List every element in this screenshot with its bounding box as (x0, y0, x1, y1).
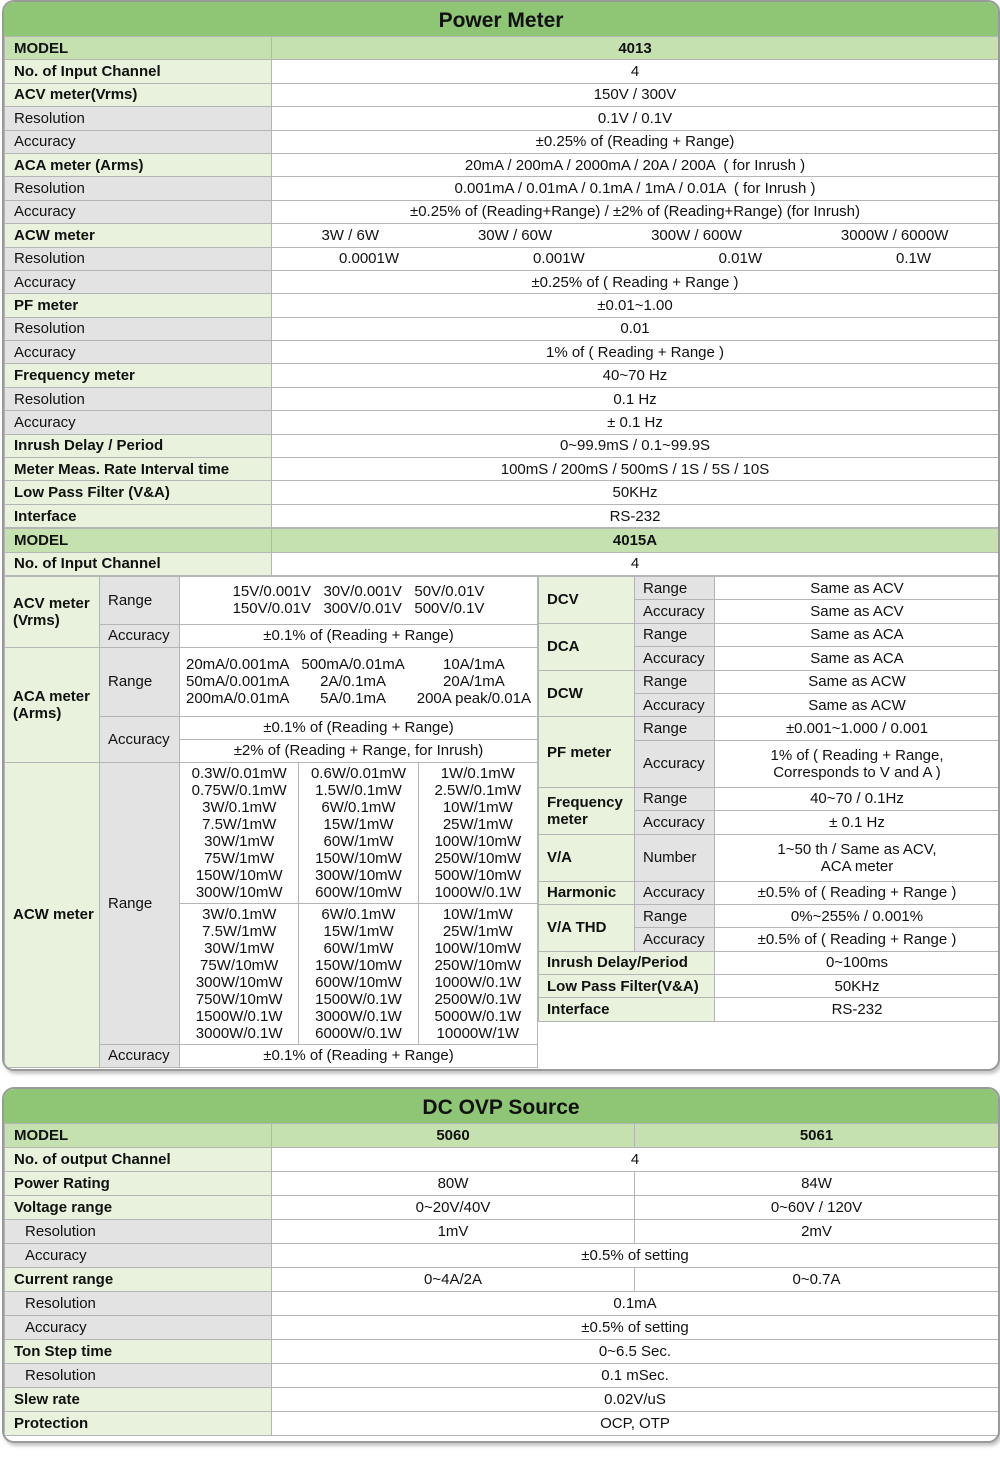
spec-value: 150V / 300V (272, 83, 999, 106)
pf-meter-label: PF meter (539, 717, 635, 787)
acw-range-column (419, 904, 537, 1044)
acv-accuracy-value: ±0.1% of (Reading + Range) (180, 624, 538, 647)
acw-range-item: 6W/0.1mW (321, 798, 396, 816)
acw-range-item: 10000W/1W (436, 1024, 520, 1042)
spec-row (5, 177, 999, 200)
spec-row (5, 411, 999, 434)
aca-meter-label: ACA meter (Arms) (5, 647, 100, 762)
acw-accuracy-value: ±0.1% of (Reading + Range) (180, 1044, 538, 1067)
harmonic-number-value: 1~50 th / Same as ACV, ACA meter (715, 834, 1000, 881)
spec-label: Ton Step time (5, 1340, 272, 1364)
spec-value: RS-232 (272, 504, 999, 527)
spec-label: ACA meter (Arms) (5, 153, 272, 176)
acw-range-label: Range (100, 762, 180, 1044)
spec-value-item: 3W / 6W (321, 226, 379, 244)
spec-label: Resolution (5, 1292, 272, 1316)
spec-row (5, 1340, 999, 1364)
spec-value: 0~6.5 Sec. (272, 1340, 999, 1364)
spec-row (5, 1148, 999, 1172)
spec-label: Resolution (5, 107, 272, 130)
spec-row (5, 504, 999, 527)
spec-label: Resolution (5, 177, 272, 200)
spec-row (5, 1316, 999, 1340)
acw-range-item: 25W/1mW (442, 922, 513, 940)
acw-range-item: 3W/0.1mW (202, 905, 277, 923)
model-number: 4013 (272, 37, 999, 60)
acw-range-item: 1W/0.1mW (440, 764, 515, 782)
spec-row (5, 60, 999, 83)
thd-range-value: 0%~255% / 0.001% (715, 904, 1000, 927)
lpf-value: 50KHz (715, 975, 1000, 998)
power-meter-title: Power Meter (4, 2, 998, 36)
harmonic-accuracy-label: Accuracy (635, 881, 715, 904)
spec-value: ± 0.1 Hz (272, 411, 999, 434)
spec-value-item: 0.01W (718, 250, 763, 268)
spec-label: Voltage range (5, 1196, 272, 1220)
spec-value: 0.001mA / 0.01mA / 0.1mA / 1mA / 0.01A ( for Inrush ) (272, 177, 999, 200)
lpf-label: Low Pass Filter(V&A) (539, 975, 715, 998)
acw-range-item: 300W/10mW (315, 866, 402, 884)
acw-range-top (180, 762, 538, 903)
spec-value-item: 0.0001W (338, 250, 400, 268)
model-number: 5061 (635, 1124, 999, 1148)
acw-range-item: 1000W/0.1W (434, 883, 522, 901)
model-label: MODEL (5, 1124, 272, 1148)
thd-accuracy-label: Accuracy (635, 928, 715, 951)
acw-range-item: 750W/10mW (195, 990, 283, 1008)
spec-row (5, 1220, 999, 1244)
acw-range-item: 250W/10mW (434, 956, 522, 974)
spec-value: 40~70 Hz (272, 364, 999, 387)
spec-row (5, 1292, 999, 1316)
aca-inrush-accuracy-value: ±2% of (Reading + Range, for Inrush) (180, 739, 538, 762)
acw-range-item: 100W/10mW (434, 832, 522, 850)
acw-range-item: 0.75W/0.1mW (191, 781, 287, 799)
spec-value-item: 300W / 600W (651, 226, 742, 244)
spec-label: Accuracy (5, 130, 272, 153)
spec-row (5, 224, 999, 247)
inrush-value: 0~100ms (715, 951, 1000, 974)
spec-value: 0.1mA (272, 1292, 999, 1316)
spec-value: 4 (272, 60, 999, 83)
acv-meter-label: ACV meter (Vrms) (5, 576, 100, 647)
spec-value: ±0.01~1.00 (272, 294, 999, 317)
acw-range-item: 5000W/0.1W (434, 1007, 522, 1025)
acw-range-item: 10W/1mW (442, 905, 513, 923)
acw-range-item: 0.6W/0.01mW (310, 764, 406, 782)
acw-range-item: 150W/10mW (315, 956, 402, 974)
spec-row (5, 1244, 999, 1268)
dcv-range-label: Range (635, 576, 715, 599)
acw-range-item: 75W/1mW (204, 849, 275, 867)
spec-row (5, 387, 999, 410)
spec-label: Protection (5, 1412, 272, 1436)
spec-row (5, 153, 999, 176)
aca-accuracy-label: Accuracy (100, 716, 180, 762)
freq-range-label: Range (635, 787, 715, 810)
spec-value: 0~4A/2A (272, 1268, 635, 1292)
model-label: MODEL (5, 37, 272, 60)
spec-label: Resolution (5, 1364, 272, 1388)
spec-label: Frequency meter (5, 364, 272, 387)
spec-label: Accuracy (5, 411, 272, 434)
acw-range-item: 0.3W/0.01mW (191, 764, 287, 782)
acw-accuracy-label: Accuracy (100, 1044, 180, 1067)
spec-row (5, 364, 999, 387)
spec-label: No. of Input Channel (5, 60, 272, 83)
spec-row (5, 270, 999, 293)
spec-label: Inrush Delay / Period (5, 434, 272, 457)
acw-range-column (299, 904, 418, 1044)
acv-range-values: 15V/0.001V 30V/0.001V 50V/0.01V 150V/0.01V 300V/0.01V 500V/0.1V (180, 576, 538, 624)
spec-label: Meter Meas. Rate Interval time (5, 458, 272, 481)
spec-label: Accuracy (5, 1244, 272, 1268)
aca-range-item: 50mA/0.001mA (185, 673, 290, 691)
spec-value: ±0.25% of ( Reading + Range ) (272, 270, 999, 293)
spec-value-item: 0.1W (896, 250, 932, 268)
acw-range-item: 1500W/0.1W (315, 990, 402, 1008)
spec-value: ±0.5% of setting (272, 1244, 999, 1268)
dca-range-value: Same as ACA (715, 623, 1000, 646)
aca-range-item: 500mA/0.01mA (301, 656, 405, 674)
acw-range-column (180, 904, 299, 1044)
acw-range-item: 75W/10mW (199, 956, 279, 974)
spec-value: 80W (272, 1172, 635, 1196)
acw-range-item: 150W/10mW (195, 866, 283, 884)
acw-range-item: 1500W/0.1W (195, 1007, 283, 1025)
spec-value: ±0.5% of setting (272, 1316, 999, 1340)
dcw-label: DCW (539, 670, 635, 717)
spec-row (5, 1172, 999, 1196)
model-row (5, 37, 999, 60)
acw-range-item: 7.5W/1mW (202, 815, 277, 833)
harmonic-label-top: V/A (539, 834, 635, 881)
spec-row (5, 1412, 999, 1436)
spec-value: 0.02V/uS (272, 1388, 999, 1412)
spec-value: 50KHz (272, 481, 999, 504)
spec-row (5, 1268, 999, 1292)
acw-range-item: 250W/10mW (434, 849, 522, 867)
spec-label: Resolution (5, 247, 272, 270)
spec-label: Accuracy (5, 200, 272, 223)
spec-value: 0~20V/40V (272, 1196, 635, 1220)
4015a-dc-table (538, 576, 1000, 1022)
spec-value: 0.1 Hz (272, 387, 999, 410)
power-meter-panel (2, 0, 1000, 1071)
interface-value: RS-232 (715, 998, 1000, 1021)
spec-label: Low Pass Filter (V&A) (5, 481, 272, 504)
spec-label: No. of output Channel (5, 1148, 272, 1172)
freq-range-value: 40~70 / 0.1Hz (715, 787, 1000, 810)
aca-accuracy-value: ±0.1% of (Reading + Range) (180, 716, 538, 739)
frequency-meter-label: Frequency meter (539, 787, 635, 834)
dcv-label: DCV (539, 576, 635, 623)
acw-range-item: 300W/10mW (195, 973, 283, 991)
spec-row (5, 107, 999, 130)
dcv-range-value: Same as ACV (715, 576, 1000, 599)
pf-range-label: Range (635, 717, 715, 740)
4015a-ac-table (4, 576, 538, 1068)
aca-range-item: 5A/0.1mA (320, 690, 386, 708)
model-number: 5060 (272, 1124, 635, 1148)
aca-range-item: 20A/1mA (443, 673, 505, 691)
dca-accuracy-label: Accuracy (635, 647, 715, 670)
acw-range-item: 6W/0.1mW (321, 905, 396, 923)
acw-range-item: 600W/10mW (315, 973, 402, 991)
spec-value-item: 30W / 60W (477, 226, 553, 244)
acw-range-item: 300W/10mW (195, 883, 283, 901)
spec-row (5, 1388, 999, 1412)
acw-range-item: 60W/1mW (323, 832, 394, 850)
spec-row (5, 1364, 999, 1388)
spec-value-item: 0.001W (533, 250, 585, 268)
spec-row (5, 83, 999, 106)
model-4015a-header (4, 528, 999, 576)
acw-range-item: 3W/0.1mW (202, 798, 277, 816)
spec-label: Slew rate (5, 1388, 272, 1412)
spec-label: ACW meter (5, 224, 272, 247)
acw-range-item: 500W/10mW (434, 866, 522, 884)
acw-range-item: 6000W/0.1W (315, 1024, 402, 1042)
acw-range-item: 600W/10mW (315, 883, 402, 901)
freq-accuracy-label: Accuracy (635, 811, 715, 834)
dc-ovp-title: DC OVP Source (4, 1089, 998, 1123)
spec-row (5, 294, 999, 317)
dca-accuracy-value: Same as ACA (715, 647, 1000, 670)
acw-range-item: 2.5W/0.1mW (434, 781, 522, 799)
acw-range-column (299, 763, 418, 903)
pf-accuracy-label: Accuracy (635, 740, 715, 787)
spec-value: ±0.25% of (Reading + Range) (272, 130, 999, 153)
dcv-accuracy-label: Accuracy (635, 600, 715, 623)
spec-label: Resolution (5, 387, 272, 410)
dcw-range-value: Same as ACW (715, 670, 1000, 693)
spec-row (5, 1196, 999, 1220)
spec-label: Accuracy (5, 1316, 272, 1340)
thd-accuracy-value: ±0.5% of ( Reading + Range ) (715, 928, 1000, 951)
spec-row (5, 481, 999, 504)
dcv-accuracy-value: Same as ACV (715, 600, 1000, 623)
acw-range-item: 15W/1mW (323, 815, 394, 833)
spec-row (5, 458, 999, 481)
acw-range-item: 1000W/0.1W (434, 973, 522, 991)
aca-range-item: 10A/1mA (443, 656, 505, 674)
aca-range-item: 20mA/0.001mA (185, 656, 290, 674)
acv-range-label: Range (100, 576, 180, 624)
acw-range-item: 150W/10mW (315, 849, 402, 867)
aca-range-item: 200A peak/0.01A (416, 690, 531, 708)
interface-label: Interface (539, 998, 715, 1021)
spec-value: OCP, OTP (272, 1412, 999, 1436)
model-label: MODEL (5, 529, 272, 552)
spec-label: Resolution (5, 1220, 272, 1244)
acw-range-item: 100W/10mW (434, 939, 522, 957)
inrush-label: Inrush Delay/Period (539, 951, 715, 974)
spec-label: ACV meter(Vrms) (5, 83, 272, 106)
spec-label: PF meter (5, 294, 272, 317)
model-4013-table (4, 36, 999, 528)
spec-value: 84W (635, 1172, 999, 1196)
harmonic-label-bottom: Harmonic (539, 881, 635, 904)
spec-value-item: 3000W / 6000W (840, 226, 949, 244)
dc-ovp-table (4, 1123, 999, 1436)
spec-value: 2mV (635, 1220, 999, 1244)
acw-range-item: 1.5W/0.1mW (315, 781, 402, 799)
spec-label: Interface (5, 504, 272, 527)
spec-value (272, 224, 999, 247)
acw-range-bottom (180, 903, 538, 1044)
spec-label: Accuracy (5, 270, 272, 293)
acw-range-item: 3000W/0.1W (315, 1007, 402, 1025)
freq-accuracy-value: ± 0.1 Hz (715, 811, 1000, 834)
spec-row (5, 200, 999, 223)
spec-label: Current range (5, 1268, 272, 1292)
spec-row (5, 317, 999, 340)
model-4015a-body (4, 576, 998, 1068)
acw-range-item: 60W/1mW (323, 939, 394, 957)
acw-range-item: 25W/1mW (442, 815, 513, 833)
spec-value: 4 (272, 1148, 999, 1172)
acw-range-column (419, 763, 537, 903)
thd-range-label: Range (635, 904, 715, 927)
pf-accuracy-value: 1% of ( Reading + Range, Corresponds to V and A ) (715, 740, 1000, 787)
dcw-accuracy-label: Accuracy (635, 693, 715, 716)
acw-range-item: 3000W/0.1W (195, 1024, 283, 1042)
spec-label: No. of Input Channel (5, 552, 272, 575)
acw-range-item: 7.5W/1mW (202, 922, 277, 940)
spec-label: Resolution (5, 317, 272, 340)
spec-row (5, 130, 999, 153)
spec-value: 20mA / 200mA / 2000mA / 20A / 200A ( for Inrush ) (272, 153, 999, 176)
aca-range-item: 200mA/0.01mA (185, 690, 290, 708)
acw-range-item: 10W/1mW (442, 798, 513, 816)
acw-range-item: 30W/1mW (204, 832, 275, 850)
dcw-accuracy-value: Same as ACW (715, 693, 1000, 716)
spec-value: 1mV (272, 1220, 635, 1244)
acw-range-item: 2500W/0.1W (434, 990, 522, 1008)
harmonic-accuracy-value: ±0.5% of ( Reading + Range ) (715, 881, 1000, 904)
acw-range-column (180, 763, 299, 903)
spec-label: Power Rating (5, 1172, 272, 1196)
spec-value: 0.1V / 0.1V (272, 107, 999, 130)
spec-row (5, 434, 999, 457)
dca-range-label: Range (635, 623, 715, 646)
spec-value: 4 (272, 552, 999, 575)
pf-range-value: ±0.001~1.000 / 0.001 (715, 717, 1000, 740)
aca-range-label: Range (100, 647, 180, 716)
spec-value: 0~60V / 120V (635, 1196, 999, 1220)
spec-row (5, 247, 999, 270)
spec-value (272, 247, 999, 270)
acv-accuracy-label: Accuracy (100, 624, 180, 647)
harmonic-number-label: Number (635, 834, 715, 881)
dcw-range-label: Range (635, 670, 715, 693)
aca-range-item: 2A/0.1mA (320, 673, 386, 691)
spec-row (5, 341, 999, 364)
dc-ovp-panel (2, 1087, 1000, 1443)
spec-value: 0~99.9mS / 0.1~99.9S (272, 434, 999, 457)
spec-value: 0.01 (272, 317, 999, 340)
dca-label: DCA (539, 623, 635, 670)
spec-value: 1% of ( Reading + Range ) (272, 341, 999, 364)
acw-range-item: 15W/1mW (323, 922, 394, 940)
acw-meter-label: ACW meter (5, 762, 100, 1067)
spec-value: ±0.25% of (Reading+Range) / ±2% of (Reading+Range) (for Inrush) (272, 200, 999, 223)
spec-value: 0.1 mSec. (272, 1364, 999, 1388)
spec-value: 0~0.7A (635, 1268, 999, 1292)
aca-range-values (180, 647, 538, 716)
acw-range-item: 30W/1mW (204, 939, 275, 957)
spec-label: Accuracy (5, 341, 272, 364)
thd-label: V/A THD (539, 904, 635, 951)
spec-value: 100mS / 200mS / 500mS / 1S / 5S / 10S (272, 458, 999, 481)
model-number: 4015A (272, 529, 999, 552)
